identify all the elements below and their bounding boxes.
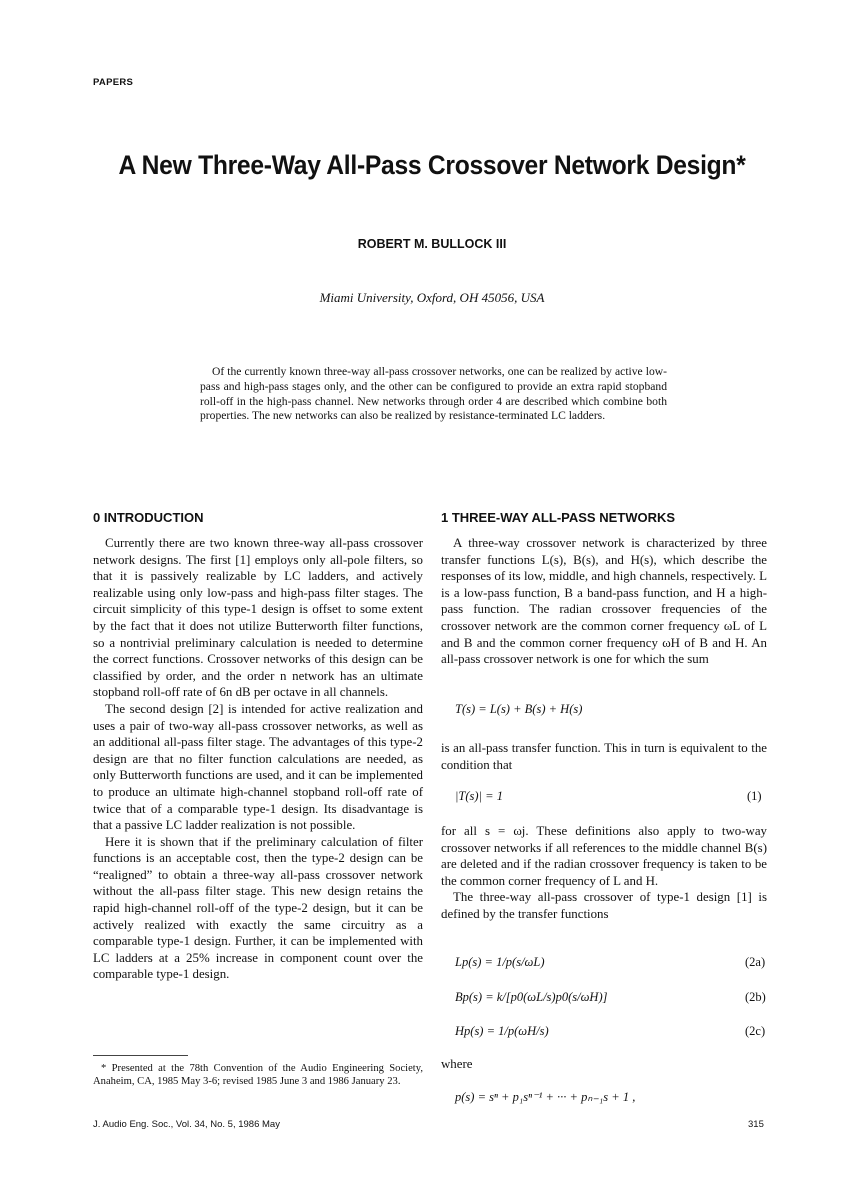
networks-body-2 — [441, 740, 767, 773]
section-heading-introduction: 0 INTRODUCTION — [93, 510, 204, 525]
networks-body — [441, 535, 767, 668]
paragraph: is an all-pass transfer function. This in turn is equivalent to the condition that — [441, 741, 767, 772]
page-title: A New Three-Way All-Pass Crossover Network Design* — [118, 150, 746, 180]
intro-body — [93, 535, 423, 983]
paragraph: Currently there are two known three-way all-pass crossover network designs. The first [1] employs only all-pole filters, so that it is passively realizable by LC ladders, and actively realizable using only low-pass and high-pass filter stages. The circuit simplicity of this type-1 design is offset to some extent by the fact that it does not utilize Butterworth filter functions, so a nontrivial preliminary calculation is needed to determine the correct functions. Crossover networks of this design can be classified by order, and the order n network has an ultimate stopband roll-off rate of 6n dB per octave in all channels. — [93, 536, 423, 700]
paragraph: The three-way all-pass crossover of type-1 design [1] is defined by the transfer functions — [441, 890, 767, 921]
where-label: where — [441, 1057, 473, 1071]
journal-citation: J. Audio Eng. Soc., Vol. 34, No. 5, 1986 May — [93, 1119, 280, 1130]
footnote: * Presented at the 78th Convention of the Audio Engineering Society, Anaheim, CA, 1985 May 3-6; revised 1985 June 3 and 1986 January 23. — [93, 1063, 423, 1087]
equation-number: (2a) — [745, 955, 766, 969]
equation-number: (1) — [747, 789, 762, 803]
equation-2c: Hp(s) = 1/p(ωH/s) — [455, 1024, 549, 1038]
equation-2b: Bp(s) = k/[p0(ωL/s)p0(s/ωH)] — [455, 990, 608, 1004]
abstract: Of the currently known three-way all-pass crossover networks, one can be realized by active low-pass and high-pass stages only, and the other can be configured to provide an extra rapid stopband roll-off in the high-pass channel. New networks through order 4 are described which combine both properties. The new networks can also be realized by resistance-terminated LC ladders. — [200, 365, 667, 423]
author-name: ROBERT M. BULLOCK III — [357, 237, 507, 251]
equation-1: |T(s)| = 1 — [455, 789, 503, 803]
page-number: 315 — [748, 1119, 764, 1130]
equation-number: (2c) — [745, 1024, 766, 1038]
equation-2a: Lp(s) = 1/p(s/ωL) — [455, 955, 545, 969]
equation-number: (2b) — [745, 990, 766, 1004]
paragraph: A three-way crossover network is characterized by three transfer functions L(s), B(s), and H(s), which describe the responses of its low, middle, and high channels, respectively. L is a low-pass function, B a band-pass function, and H a high-pass function. The radian crossover frequencies of the crossover network are the common corner frequency ωL of L and B and the common corner frequency ωH of B and H. An all-pass crossover network is one for which the sum — [441, 536, 767, 667]
footnote-divider — [93, 1055, 188, 1056]
section-label: PAPERS — [93, 77, 134, 88]
author-affiliation: Miami University, Oxford, OH 45056, USA — [319, 290, 545, 305]
networks-body-3 — [441, 823, 767, 923]
section-heading-networks: 1 THREE-WAY ALL-PASS NETWORKS — [441, 510, 676, 525]
equation-sum: T(s) = L(s) + B(s) + H(s) — [455, 702, 583, 716]
paragraph: Here it is shown that if the preliminary calculation of filter functions is an acceptable cost, then the type-2 design can be “realigned” to obtain a three-way all-pass crossover network without the all-pass filter stage. This new design retains the rapid high-channel roll-off of the type-2 design, but it can be actively realized with exactly the same circuitry as a comparable type-1 design. Further, it can be implemented with LC ladders at a 25% increase in component count over the comparable type-1 design. — [93, 834, 423, 982]
paragraph: The second design [2] is intended for active realization and uses a pair of two-way all-pass crossover networks, as well as an additional all-pass filter stage. The advantages of this type-2 design are that no filter function calculations are needed, as only Butterworth functions are used, and it can be implemented to produce an ultimate high-channel stopband roll-off rate of twice that of a comparable type-1 design. Its disadvantage is that a passive LC ladder realization is not possible. — [93, 701, 423, 833]
equation-p: p(s) = sⁿ + p₁sⁿ⁻¹ + ··· + pₙ₋₁s + 1 , — [455, 1090, 636, 1104]
paragraph: for all s = ωj. These definitions also apply to two-way crossover networks if all references to the middle channel B(s) are deleted and if the radian crossover frequency is taken to be the common corner frequency of L and H. — [441, 824, 767, 888]
